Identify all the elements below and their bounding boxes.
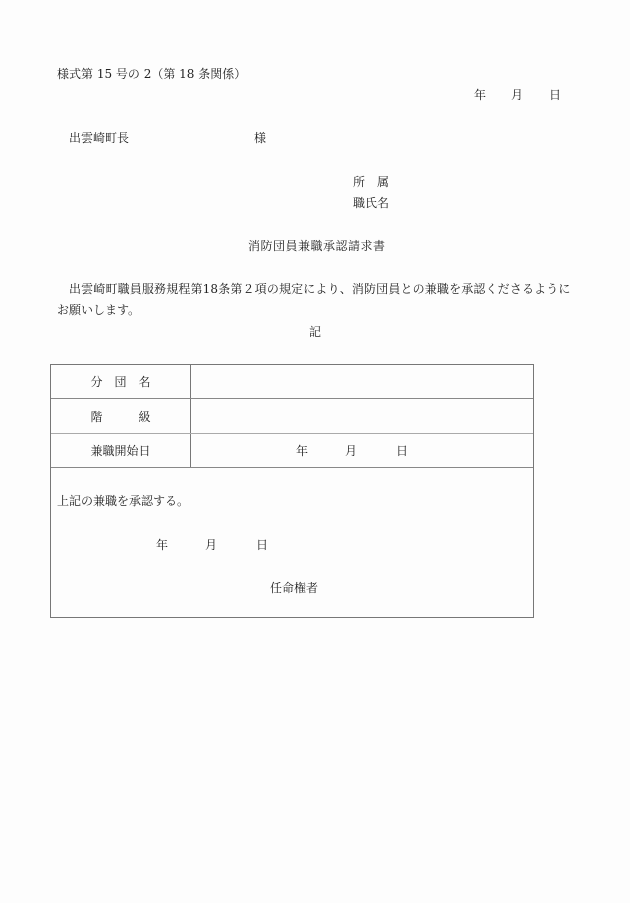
start-date-label: 兼職開始日 [51,434,191,467]
addressee-name: 出雲崎町長 [69,131,130,145]
date-year: 年 [474,88,487,102]
rank-value[interactable] [191,399,533,433]
approval-day: 日 [256,538,269,552]
addressee-honorific: 様 [254,131,267,145]
note-marker: 記 [309,325,322,339]
rank-label: 階 級 [51,399,191,433]
start-day: 日 [396,444,409,458]
date-day: 日 [549,88,562,102]
date-month: 月 [511,88,524,102]
body-line-1: 出雲崎町職員服務規程第18条第２項の規定により、消防団員との兼職を承認くださるように [69,282,571,296]
approval-section [51,468,533,618]
appointing-authority: 任命権者 [270,581,319,595]
table-row-branch [51,365,533,399]
name-label: 職氏名 [353,196,390,210]
affiliation-label: 所 属 [353,175,390,189]
body-line-2: お願いします。 [57,303,141,317]
approval-year: 年 [156,538,169,552]
approval-month: 月 [205,538,218,552]
approval-text: 上記の兼職を承認する。 [57,494,190,508]
start-year: 年 [296,444,309,458]
branch-label: 分 団 名 [51,365,191,398]
start-date-value[interactable] [191,434,533,467]
application-table [50,364,534,618]
table-row-start-date [51,434,533,468]
table-row-rank [51,399,533,434]
branch-value[interactable] [191,365,533,398]
start-month: 月 [345,444,358,458]
form-number: 様式第 15 号の 2（第 18 条関係） [57,67,247,81]
document-title: 消防団員兼職承認請求書 [248,239,386,253]
